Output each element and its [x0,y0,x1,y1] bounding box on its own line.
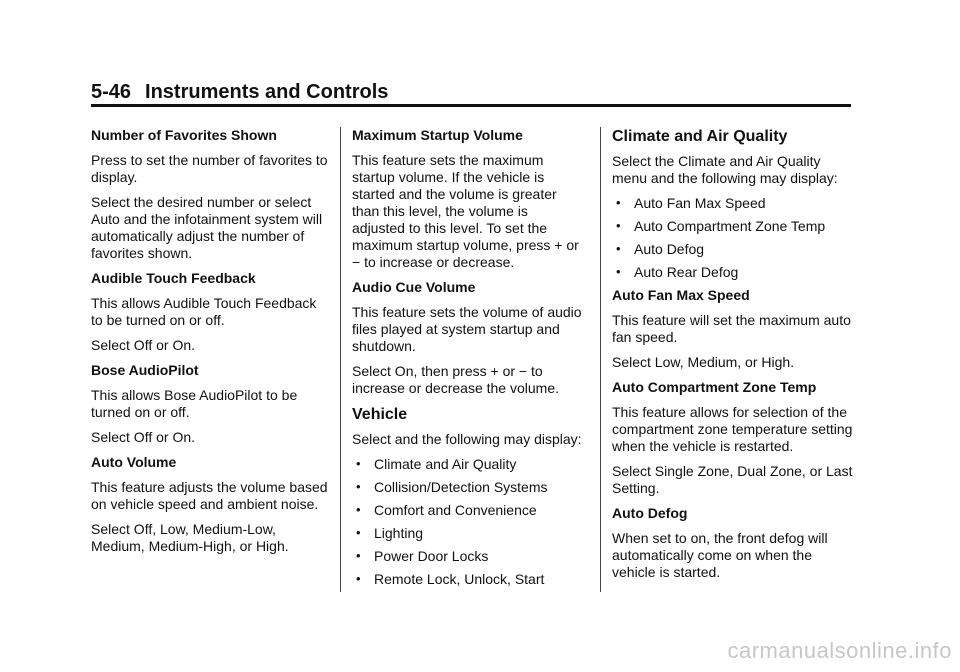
paragraph: Press to set the number of favorites to display. [91,152,328,185]
section-heading: Auto Volume [91,454,177,470]
bullet-icon: • [356,479,361,494]
paragraph: This feature adjusts the volume based on vehicle speed and ambient noise. [91,479,328,512]
section-heading: Maximum Startup Volume [352,127,523,143]
bullet-icon: • [356,548,361,563]
section-heading: Number of Favorites Shown [91,127,277,143]
section-heading: Audio Cue Volume [352,279,476,295]
paragraph: Select Off or On. [91,337,196,353]
section-heading: Auto Fan Max Speed [612,287,750,303]
header-rule [91,104,851,107]
paragraph: This allows Bose AudioPilot to be turned on or off. [91,387,298,420]
paragraph: Select the Climate and Air Quality menu and the following may display: [612,153,838,186]
paragraph: When set to on, the front defog will automatically come on when the vehicle is started. [612,530,828,580]
page-title [91,80,851,104]
list-item: • Lighting [356,525,424,541]
paragraph: Select Off or On. [91,429,196,445]
paragraph: Select Off, Low, Medium-Low, Medium, Medium-High, or High. [91,521,289,554]
bullet-icon: • [356,456,361,471]
bullet-icon: • [616,218,621,233]
page-header [91,80,851,104]
bullet-icon: • [616,264,621,279]
chapter-title: Instruments and Controls [145,81,389,103]
paragraph: This feature sets the maximum startup volume. If the vehicle is started and the volume is greater than this level, the volume is adjusted to this level. To set the maximum startup volume, press + or − to increase or decrease. [352,152,579,270]
paragraph: This allows Audible Touch Feedback to be turned on or off. [91,295,317,328]
list-item: • Auto Fan Max Speed [616,195,766,211]
section-heading: Bose AudioPilot [91,362,199,378]
climate-heading: Climate and Air Quality [612,128,788,145]
column-1 [91,127,331,563]
bullet-icon: • [356,525,361,540]
section-heading: Auto Defog [612,505,688,521]
paragraph: This feature allows for selection of the compartment zone temperature setting when the vehicle is restarted. [612,404,853,454]
column-3 [612,127,857,589]
bullet-icon: • [356,502,361,517]
section-heading: Audible Touch Feedback [91,270,256,286]
section-heading: Auto Compartment Zone Temp [612,379,817,395]
paragraph: Select and the following may display: [352,431,582,447]
climate-menu-list [612,195,857,281]
paragraph: Select Single Zone, Dual Zone, or Last Setting. [612,463,853,496]
bullet-icon: • [616,195,621,210]
column-divider-left [340,127,341,592]
paragraph: Select the desired number or select Auto and the infotainment system will automatically adjust the number of favorites shown. [91,194,323,261]
list-item: • Climate and Air Quality [356,456,517,472]
column-divider-right [600,127,601,592]
bullet-icon: • [356,571,361,586]
page-number: 5-46 [91,81,132,103]
list-item: • Auto Compartment Zone Temp [616,218,826,234]
paragraph: Select On, then press + or − to increase or decrease the volume. [352,363,559,396]
paragraph: This feature sets the volume of audio files played at system startup and shutdown. [352,304,582,354]
list-item: • Collision/Detection Systems [356,479,548,495]
list-item: • Remote Lock, Unlock, Start [356,571,545,587]
column-2 [352,127,582,594]
paragraph: This feature will set the maximum auto fan speed. [612,312,851,345]
watermark: carmanualsonline.info [727,638,952,663]
paragraph: Select Low, Medium, or High. [612,354,795,370]
vehicle-heading: Vehicle [352,406,408,423]
vehicle-menu-list [352,456,582,588]
list-item: • Power Door Locks [356,548,489,564]
bullet-icon: • [616,241,621,256]
list-item: • Auto Defog [616,241,705,257]
list-item: • Comfort and Convenience [356,502,537,518]
list-item: • Auto Rear Defog [616,264,739,280]
